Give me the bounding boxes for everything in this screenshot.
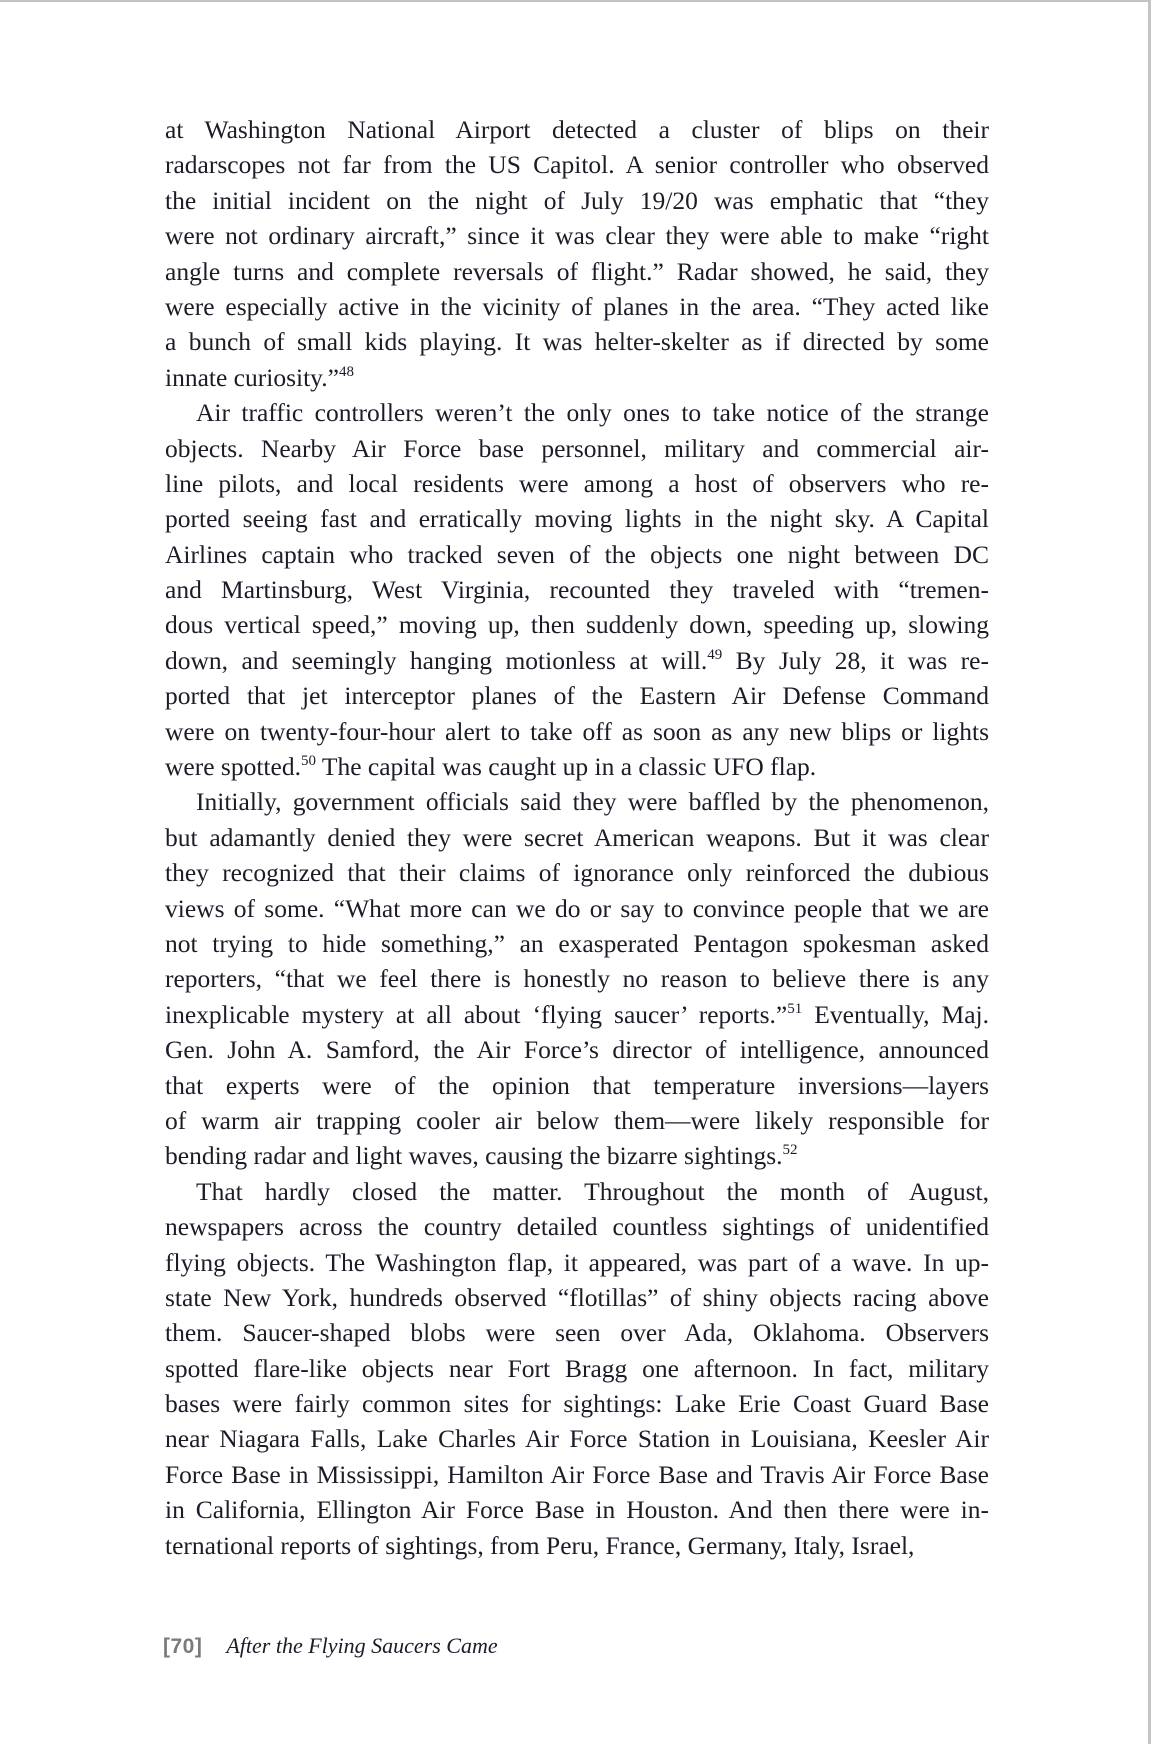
text-line	[165, 1209, 989, 1244]
text-line	[165, 1528, 989, 1563]
line-text: spotted flare-like objects near Fort Bragg one afternoon. In fact, military	[165, 1353, 989, 1383]
line-text: the initial incident on the night of July 19/20 was emphatic that “they	[165, 185, 989, 215]
line-text: newspapers across the country detailed countless sightings of unidentified	[165, 1212, 989, 1242]
line-text: Gen. John A. Samford, the Air Force’s director of intelligence, announced	[165, 1035, 989, 1065]
line-text: not trying to hide something,” an exasperated Pentagon spokesman asked	[165, 928, 989, 958]
text-line	[165, 643, 989, 678]
text-line	[165, 714, 989, 749]
line-text: were on twenty-four-hour alert to take off as soon as any new blips or lights	[165, 716, 989, 746]
line-text: line pilots, and local residents were among a host of observers who re-	[165, 468, 989, 498]
text-line	[165, 1421, 989, 1456]
text-line	[165, 1351, 989, 1386]
line-text: flying objects. The Washington flap, it appeared, was part of a wave. In up-	[165, 1247, 989, 1277]
line-text: of warm air trapping cooler air below them—were likely responsible for	[165, 1105, 989, 1135]
text-line	[165, 820, 989, 855]
text-line	[165, 1386, 989, 1421]
text-line	[165, 1457, 989, 1492]
line-text: Airlines captain who tracked seven of the objects one night between DC	[165, 539, 989, 569]
paragraph	[165, 112, 989, 395]
text-line	[165, 112, 989, 147]
line-text: angle turns and complete reversals of flight.” Radar showed, he said, they	[165, 256, 989, 286]
line-text: objects. Nearby Air Force base personnel, military and commercial air-	[165, 433, 989, 463]
text-line	[165, 1245, 989, 1280]
text-line	[165, 784, 989, 819]
page-footer	[163, 1630, 498, 1662]
line-text: reporters, “that we feel there is honestly no reason to believe there is any	[165, 964, 989, 994]
line-text: that experts were of the opinion that temperature inversions—layers	[165, 1070, 989, 1100]
line-text: That hardly closed the matter. Throughout the month of August,	[196, 1176, 989, 1206]
text-line	[165, 1492, 989, 1527]
text-line	[165, 360, 989, 395]
line-text: at Washington National Airport detected a cluster of blips on their	[165, 115, 989, 144]
line-text: Force Base in Mississippi, Hamilton Air Force Base and Travis Air Force Base	[165, 1459, 989, 1489]
page-number: [70]	[163, 1635, 203, 1658]
text-line	[165, 1174, 989, 1209]
text-line	[165, 1315, 989, 1350]
text-line	[165, 961, 989, 996]
line-text: Initially, government officials said they were baffled by the phenomenon,	[196, 787, 989, 817]
text-line	[165, 997, 989, 1032]
line-text: views of some. “What more can we do or say to convince people that we are	[165, 893, 989, 923]
line-text: in California, Ellington Air Force Base in Houston. And then there were in-	[165, 1495, 989, 1525]
line-text-continued: The capital was caught up in a classic UFO flap.	[315, 752, 817, 782]
line-text: were especially active in the vicinity of planes in the area. “They acted like	[165, 291, 989, 321]
line-text: were not ordinary aircraft,” since it was clear they were able to make “right	[165, 221, 989, 251]
text-line	[165, 183, 989, 218]
line-text: near Niagara Falls, Lake Charles Air Force Station in Louisiana, Keesler Air	[165, 1424, 989, 1454]
text-line	[165, 926, 989, 961]
text-line	[165, 254, 989, 289]
text-line	[165, 855, 989, 890]
line-text: dous vertical speed,” moving up, then suddenly down, speeding up, slowing	[165, 610, 989, 640]
text-line	[165, 147, 989, 182]
footnote-reference[interactable]: 50	[300, 753, 316, 770]
paragraph	[165, 784, 989, 1173]
text-line	[165, 1280, 989, 1315]
footnote-reference[interactable]: 52	[782, 1142, 798, 1159]
line-text-continued: By July 28, it was re-	[722, 645, 989, 675]
footnote-reference[interactable]: 49	[707, 646, 723, 663]
line-text: bases were fairly common sites for sightings: Lake Erie Coast Guard Base	[165, 1389, 989, 1419]
text-line	[165, 572, 989, 607]
text-line	[165, 537, 989, 572]
text-line	[165, 891, 989, 926]
paragraph	[165, 395, 989, 784]
line-text: but adamantly denied they were secret American weapons. But it was clear	[165, 822, 989, 852]
text-line	[165, 466, 989, 501]
footnote-reference[interactable]: 48	[338, 363, 354, 380]
text-line	[165, 749, 989, 784]
text-line	[165, 395, 989, 430]
line-text: and Martinsburg, West Virginia, recounted they traveled with “tremen-	[165, 575, 989, 605]
text-line	[165, 218, 989, 253]
line-text: inexplicable mystery at all about ‘flying saucer’ reports.”	[165, 999, 788, 1029]
line-text: state New York, hundreds observed “flotillas” of shiny objects racing above	[165, 1282, 989, 1312]
text-line	[165, 1032, 989, 1067]
line-text: down, and seemingly hanging motionless at will.	[165, 645, 708, 675]
line-text: radarscopes not far from the US Capitol. A senior controller who observed	[165, 150, 989, 180]
text-line	[165, 289, 989, 324]
text-line	[165, 324, 989, 359]
paragraph	[165, 1174, 989, 1563]
line-text-continued: Eventually, Maj.	[802, 999, 989, 1029]
line-text: were spotted.	[165, 752, 301, 782]
text-line	[165, 1103, 989, 1138]
line-text: bending radar and light waves, causing the bizarre sightings.	[165, 1141, 783, 1171]
line-text: a bunch of small kids playing. It was helter-skelter as if directed by some	[165, 327, 989, 357]
body-text	[165, 112, 989, 1563]
text-line	[165, 678, 989, 713]
line-text: innate curiosity.”	[165, 362, 339, 392]
text-line	[165, 501, 989, 536]
line-text: ported seeing fast and erratically moving lights in the night sky. A Capital	[165, 504, 989, 534]
line-text: Air traffic controllers weren’t the only ones to take notice of the strange	[196, 398, 989, 428]
line-text: ported that jet interceptor planes of the Eastern Air Defense Command	[165, 681, 989, 711]
text-line	[165, 431, 989, 466]
running-title: After the Flying Saucers Came	[226, 1633, 498, 1658]
footnote-reference[interactable]: 51	[787, 1000, 803, 1017]
text-line	[165, 1068, 989, 1103]
line-text: them. Saucer-shaped blobs were seen over Ada, Oklahoma. Observers	[165, 1318, 989, 1348]
text-line	[165, 607, 989, 642]
text-line	[165, 1138, 989, 1173]
line-text: they recognized that their claims of ignorance only reinforced the dubious	[165, 858, 989, 888]
line-text: ternational reports of sightings, from Peru, France, Germany, Italy, Israel,	[165, 1530, 915, 1560]
